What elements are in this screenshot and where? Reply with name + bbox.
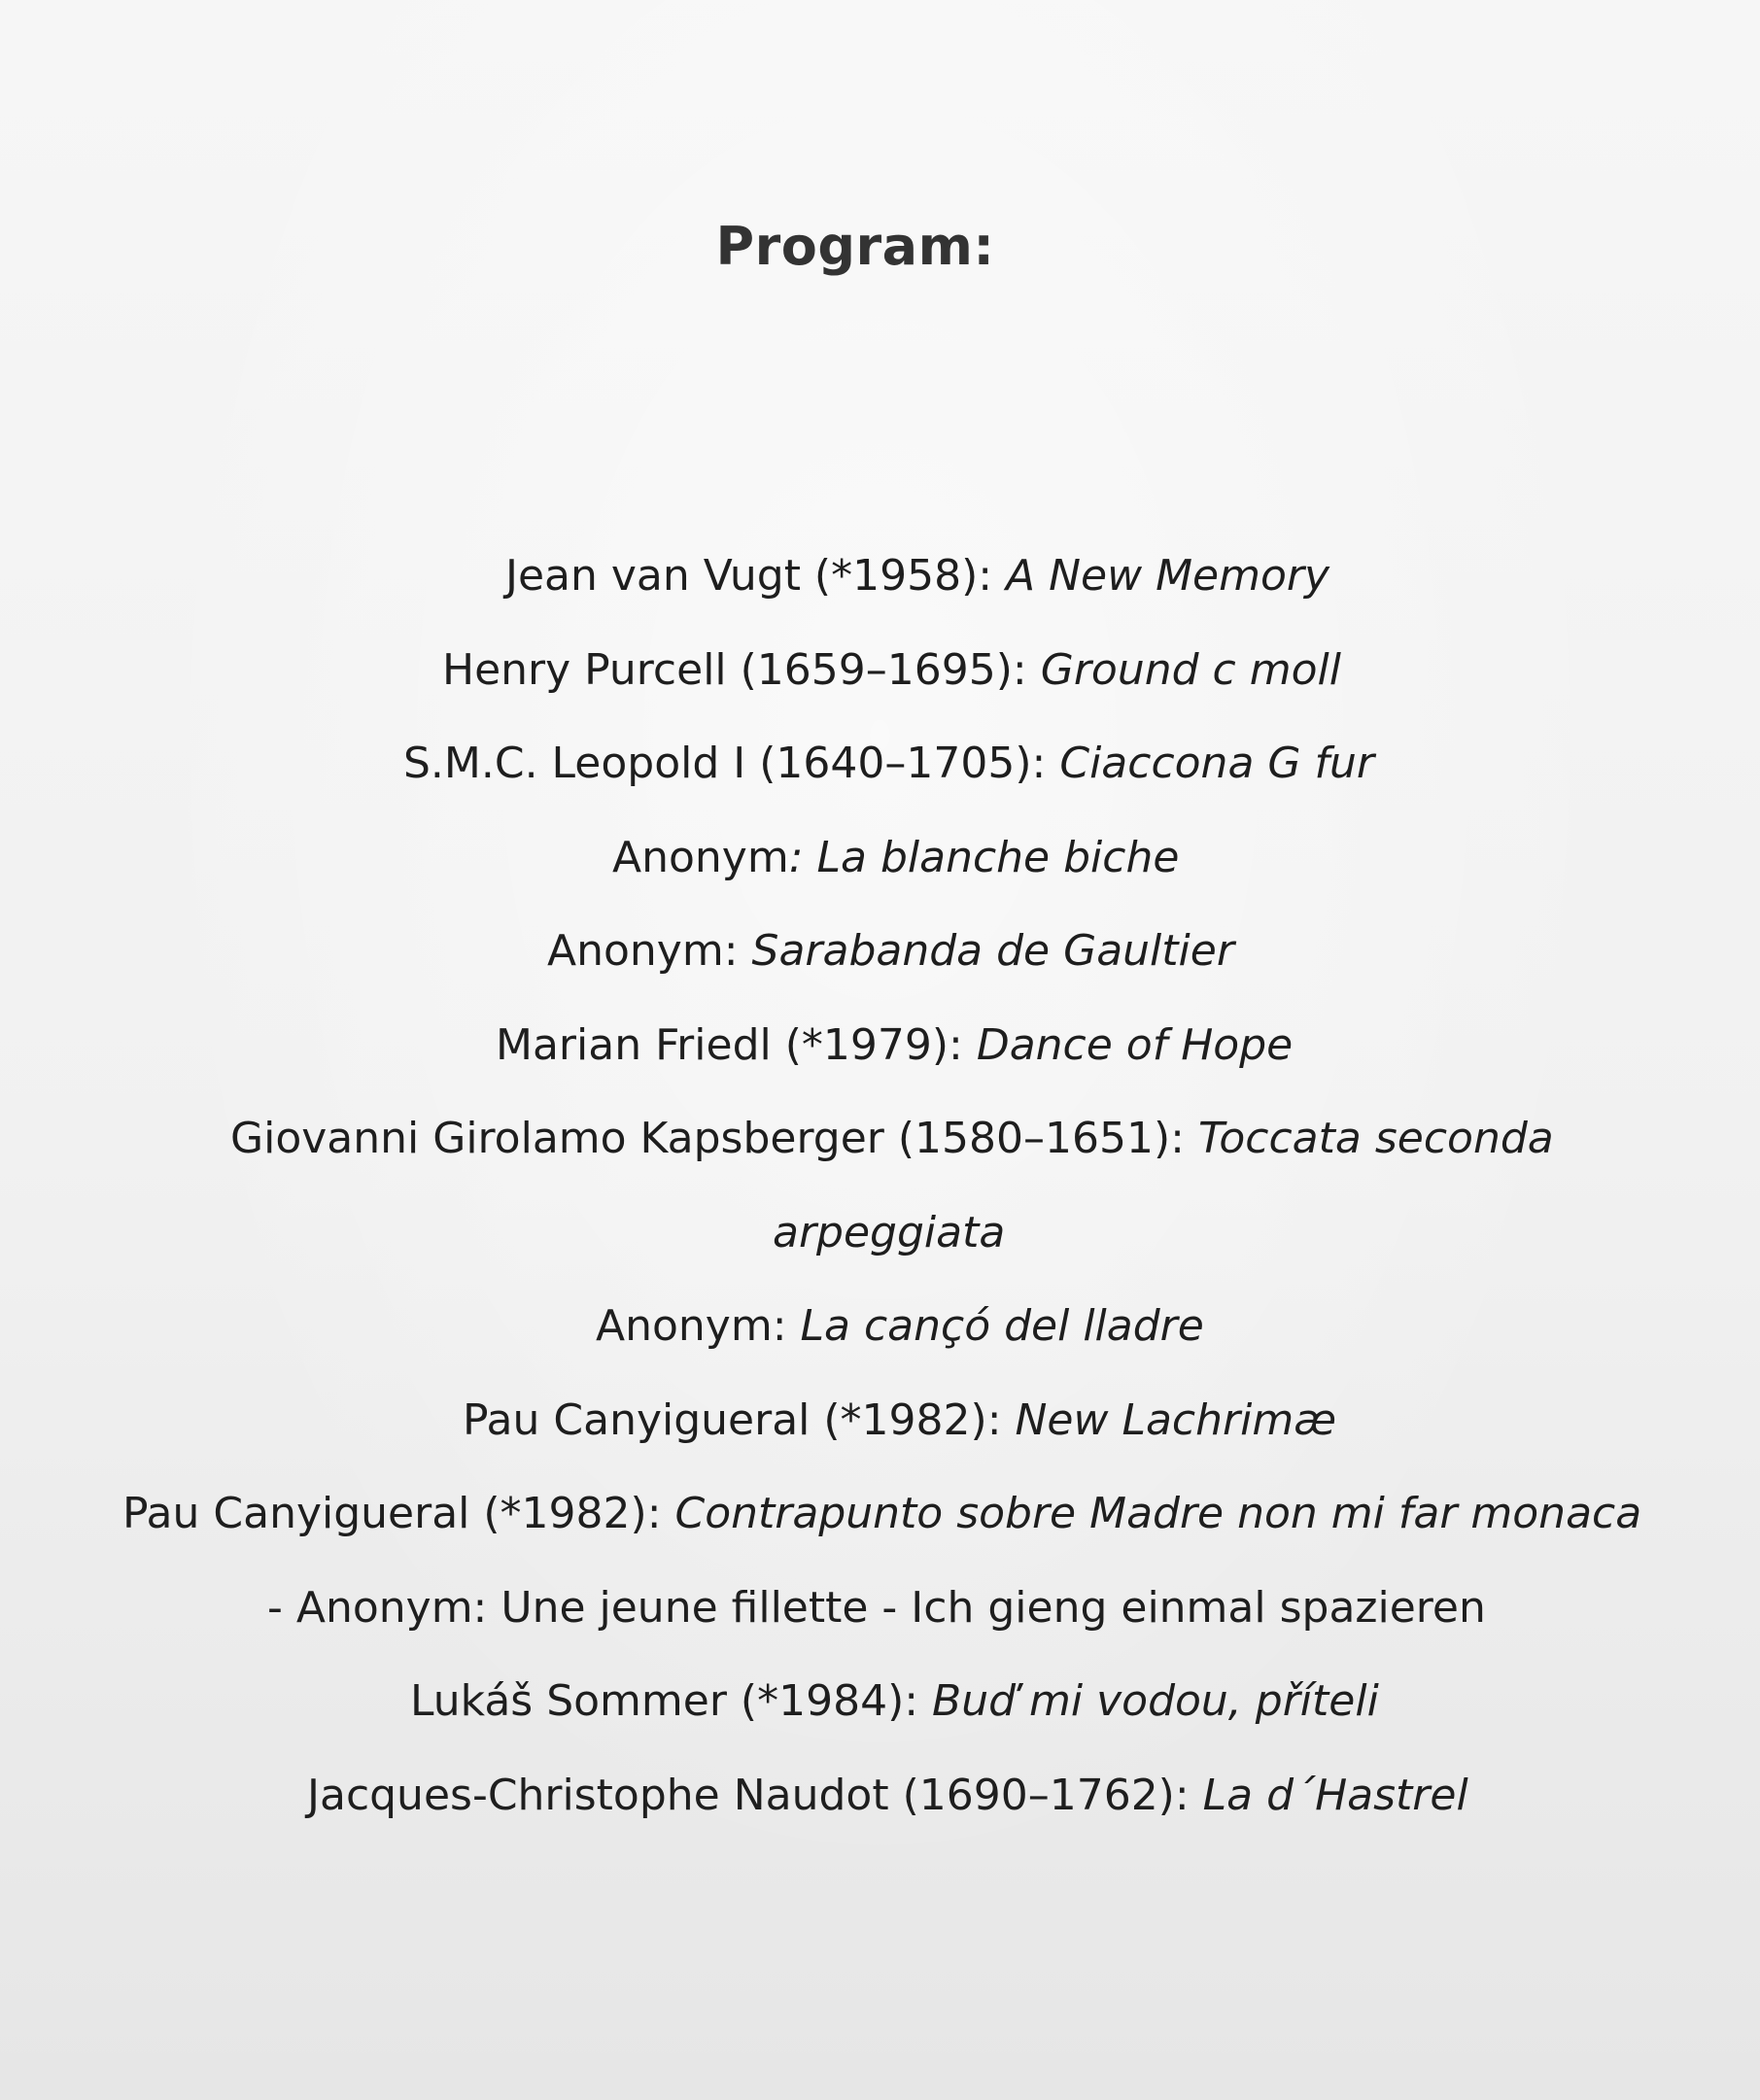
program-entry (0, 1764, 1760, 1858)
composer: Pau Canyigueral (*1982): (122, 1489, 675, 1538)
work-title: : La blanche biche (788, 832, 1180, 882)
program-entry (0, 544, 1760, 638)
work-title: Sarabanda de Gaultier (751, 926, 1234, 976)
composer: Anonym: (596, 1301, 801, 1351)
program-title: Program: (715, 216, 995, 277)
work-title: Dance of Hope (976, 1019, 1294, 1070)
work-title: Toccata seconda (1197, 1114, 1554, 1163)
work-title: New Lachrimæ (1015, 1394, 1336, 1445)
composer: Henry Purcell (1659–1695): (442, 644, 1041, 695)
program-entry (0, 732, 1760, 826)
program-entry (0, 1201, 1760, 1295)
program-entry (0, 1107, 1760, 1201)
program-entry (0, 919, 1760, 1014)
composer: Anonym: (547, 926, 752, 976)
program-entry (0, 1576, 1760, 1670)
work-title: Ground c moll (1040, 644, 1341, 695)
composer: Lukáš Sommer (*1984): (410, 1676, 933, 1726)
work-title: Buď mi vodou, příteli (932, 1676, 1379, 1726)
composer: Jean van Vugt (*1958): (505, 551, 1007, 601)
program-entry (0, 1294, 1760, 1389)
composer: Pau Canyigueral (*1982): (463, 1394, 1016, 1445)
program-entry (0, 1670, 1760, 1764)
work-title: arpeggiata (773, 1207, 1006, 1257)
program-entry (0, 638, 1760, 733)
program-entry (0, 1482, 1760, 1576)
composer: Marian Friedl (*1979): (496, 1019, 977, 1070)
composer: Jacques-Christophe Naudot (1690–1762): (307, 1770, 1203, 1820)
composer: S.M.C. Leopold I (1640–1705): (403, 739, 1060, 788)
program-list (0, 544, 1760, 1857)
work-title: La cançó del lladre (800, 1301, 1204, 1351)
work-title: La d´Hastrel (1202, 1770, 1468, 1820)
program-entry (0, 1014, 1760, 1108)
composer: Anonym (612, 832, 789, 882)
work-title: Contrapunto sobre Madre non mi far monaca (674, 1489, 1642, 1538)
program-entry (0, 1389, 1760, 1483)
program-entry (0, 826, 1760, 920)
work-title: Ciaccona G fur (1059, 739, 1374, 788)
work-title: A New Memory (1006, 551, 1330, 601)
composer: - Anonym: Une jeune fillette - Ich gieng einmal spazieren (267, 1582, 1486, 1633)
composer: Giovanni Girolamo Kapsberger (1580–1651): (230, 1114, 1198, 1163)
